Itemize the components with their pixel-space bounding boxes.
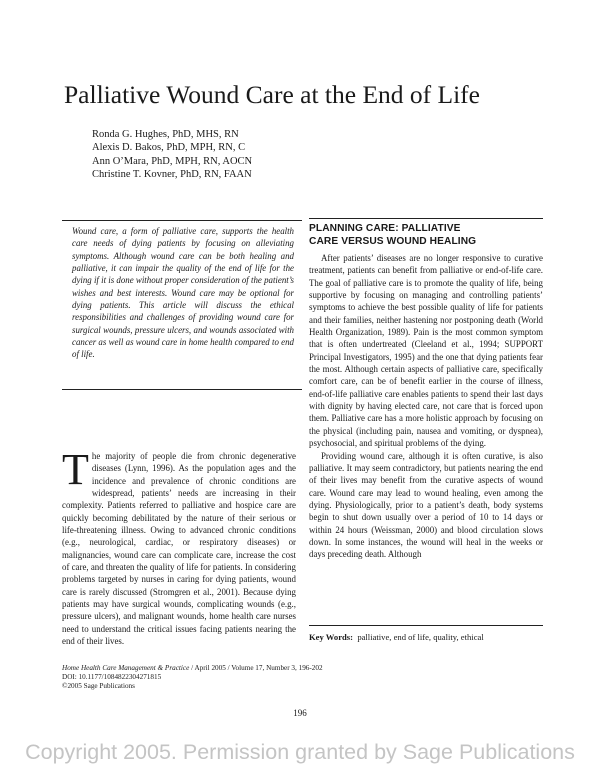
- section-body: [309, 252, 543, 561]
- body-paragraph: Providing wound care, although it is often curative, is also palliative. It may seem contradictory, but patients nearing the end of their lives may benefit from the curative aspects of wound care. Wound care may lead to wound healing, even among the dying. Physiologically, prior to a patient’s death, body systems begin to shut down usually over a period of 10 to 14 days or within 24 hours (Weissman, 2000) and blood circulation slows down. In some instances, the wound will heal in the weeks or days preceding death. Although: [309, 450, 543, 560]
- journal-issue: / April 2005 / Volume 17, Number 3, 196-202: [189, 664, 323, 672]
- keywords-value: palliative, end of life, quality, ethical: [357, 632, 484, 642]
- journal-name: Home Health Care Management & Practice: [62, 664, 190, 672]
- keywords-label: Key Words:: [309, 632, 354, 642]
- author-line: Christine T. Kovner, PhD, RN, FAAN: [92, 169, 252, 181]
- section-heading-line: PLANNING CARE: PALLIATIVE: [309, 223, 461, 234]
- intro-paragraph: [62, 445, 296, 648]
- page-number: 196: [293, 708, 307, 718]
- doi: DOI: 10.1177/1084822304271815: [62, 673, 162, 682]
- author-line: Ronda G. Hughes, PhD, MHS, RN: [92, 129, 239, 140]
- article-title: Palliative Wound Care at the End of Life: [64, 80, 480, 109]
- keywords-divider: [309, 625, 543, 626]
- body-paragraph: After patients’ diseases are no longer responsive to curative treatment, patients can benefit from palliative or end-of-life care. The goal of palliative care is to promote the quality of life, being supportive by focusing on managing and controlling patients’ symptoms to achieve the best possible quality of life for patients and their families, neither hastening nor postponing death (World Health Organization, 1989). Pain is the most common symptom that is often undertreated (Cleeland et al., 1994; SUPPORT Principal Investigators, 1995) and the one that dying patients fear the most. Although certain aspects of palliative care, specifically comfort care, can be of benefit earlier in the course of illness, end-of-life palliative care enables patients to spend their last days with dignity by having elected care, not care that is forced upon them. Palliative care has a more holistic approach by focusing on the physical (including pain, nausea and vomiting, or dyspnea), psychosocial, and spiritual problems of the dying.: [309, 253, 543, 449]
- section-divider: [309, 218, 543, 219]
- section-heading-line: CARE VERSUS WOUND HEALING: [309, 236, 477, 247]
- abstract-divider: [62, 389, 302, 390]
- intro-text: he majority of people die from chronic degenerative diseases (Lynn, 1996). As the population ages and the incidence and prevalence of chronic conditions are widespread, patients’ needs are increasing in their complexity. Patients referred to palliative and hospice care are quickly becoming debilitated by the nature of their serious or life-threatening illness. Owing to advanced chronic conditions (e.g., neurological, cardiac, or respiratory diseases) or malignancies, wound care can complicate care, increase the cost of care, and threaten the quality of life for patients. In considering problems targeted by nurses in caring for dying patients, wound care is rarely discussed (Stromgren et al., 2001). Because dying patients may have surgical wounds, complicating wounds (e.g., pressure ulcers), and malignant wounds, home health care nurses need to understand the critical issues facing patients nearing the end of their lives.: [62, 451, 296, 647]
- author-line: Alexis D. Bakos, PhD, MPH, RN, C: [92, 142, 246, 154]
- journal-footer: [62, 664, 362, 691]
- author-list: [92, 128, 392, 182]
- drop-cap: T: [62, 445, 89, 494]
- publisher: ©2005 Sage Publications: [62, 682, 135, 691]
- keywords: [309, 632, 543, 643]
- author-line: Ann O’Mara, PhD, MPH, RN, AOCN: [92, 155, 253, 167]
- section-heading: [309, 222, 543, 248]
- abstract: Wound care, a form of palliative care, supports the health care needs of dying patients by focusing on alleviating symptoms. Although wound care can be both healing and palliative, it can impair the quality of the end of life for the dying if it is done without proper consideration of the patient’s wishes and best interests. Wound care may be optional for dying patients. This article will discuss the ethical responsibilities and challenges of providing wound care for surgical wounds, pressure ulcers, and wounds associated with cancer as well as wound care in home health compared to end of life.: [62, 220, 302, 361]
- copyright-banner: Copyright 2005. Permission granted by Sage Publications: [25, 740, 575, 764]
